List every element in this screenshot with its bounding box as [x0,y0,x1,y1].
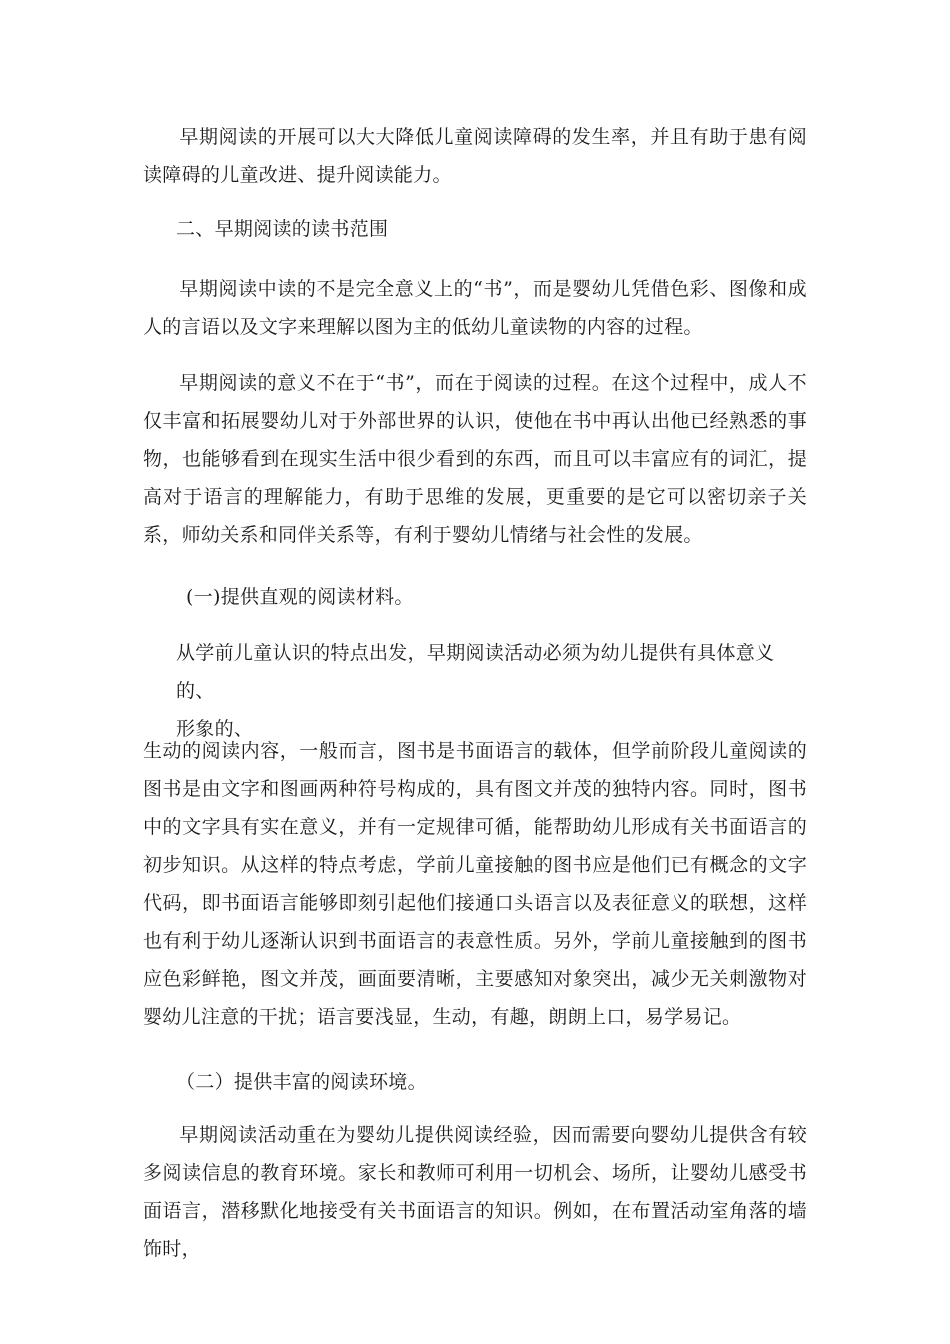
paragraph-reading-environment [143,1116,807,1268]
paragraph-learning-characteristics [176,634,807,748]
paragraph-reading-definition [143,270,807,346]
paragraph-line: 从学前儿童认识的特点出发，早期阅读活动必须为幼儿提供有具体意义的、 [176,642,775,702]
paragraph-text: 早期阅读中读的不是完全意义上的“书”，而是婴幼儿凭借色彩、图像和成人的言语以及文字来理解以图为主的低幼儿童读物的内容的过程。 [143,278,807,338]
paragraph-reading-disorder [143,118,807,194]
paragraph-text: 早期阅读的开展可以大大降低儿童阅读障碍的发生率，并且有助于患有阅读障碍的儿童改进、提升阅读能力。 [143,126,807,186]
paragraph-reading-meaning [143,364,807,554]
paragraph-vivid-content: 生动的阅读内容，一般而言，图书是书面语言的载体，但学前阶段儿童阅读的图书是由文字和图画两种符号构成的，具有图文并茂的独特内容。同时，图书中的文字具有实在意义，并有一定规律可循，能帮助幼儿形成有关书面语言的初步知识。从这样的特点考虑，学前儿童接触的图书应是他们已有概念的文字代码，即书面语言能够即刻引起他们接通口头语言以及表征意义的联想，这样也有利于幼儿逐渐认识到书面语言的表意性质。另外，学前儿童接触到的图书应色彩鲜艳，图文并茂，画面要清晰，主要感知对象突出，减少无关刺激物对婴幼儿注意的干扰；语言要浅显，生动，有趣，朗朗上口，易学易记。 [143,740,807,1028]
paragraph-line: 形象的、 [176,718,254,740]
subheading-intuitive-materials: (一)提供直观的阅读材料。 [186,586,414,608]
subheading-reading-environment: （二）提供丰富的阅读环境。 [176,1071,427,1093]
paragraph-text: 早期阅读活动重在为婴幼儿提供阅读经验，因而需要向婴幼儿提供含有较多阅读信息的教育环境。家长和教师可利用一切机会、场所，让婴幼儿感受书面语言，潜移默化地接受有关书面语言的知识。例如，在布置活动室角落的墙饰时， [143,1124,807,1260]
section-heading-reading-scope: 二、早期阅读的读书范围 [176,218,389,240]
paragraph-text: 早期阅读的意义不在于“书”，而在于阅读的过程。在这个过程中，成人不仅丰富和拓展婴幼儿对于外部世界的认识，使他在书中再认出他已经熟悉的事物，也能够看到在现实生活中很少看到的东西，而且可以丰富应有的词汇，提高对于语言的理解能力，有助于思维的发展，更重要的是它可以密切亲子关系，师幼关系和同伴关系等，有利于婴幼儿情绪与社会性的发展。 [143,372,807,546]
